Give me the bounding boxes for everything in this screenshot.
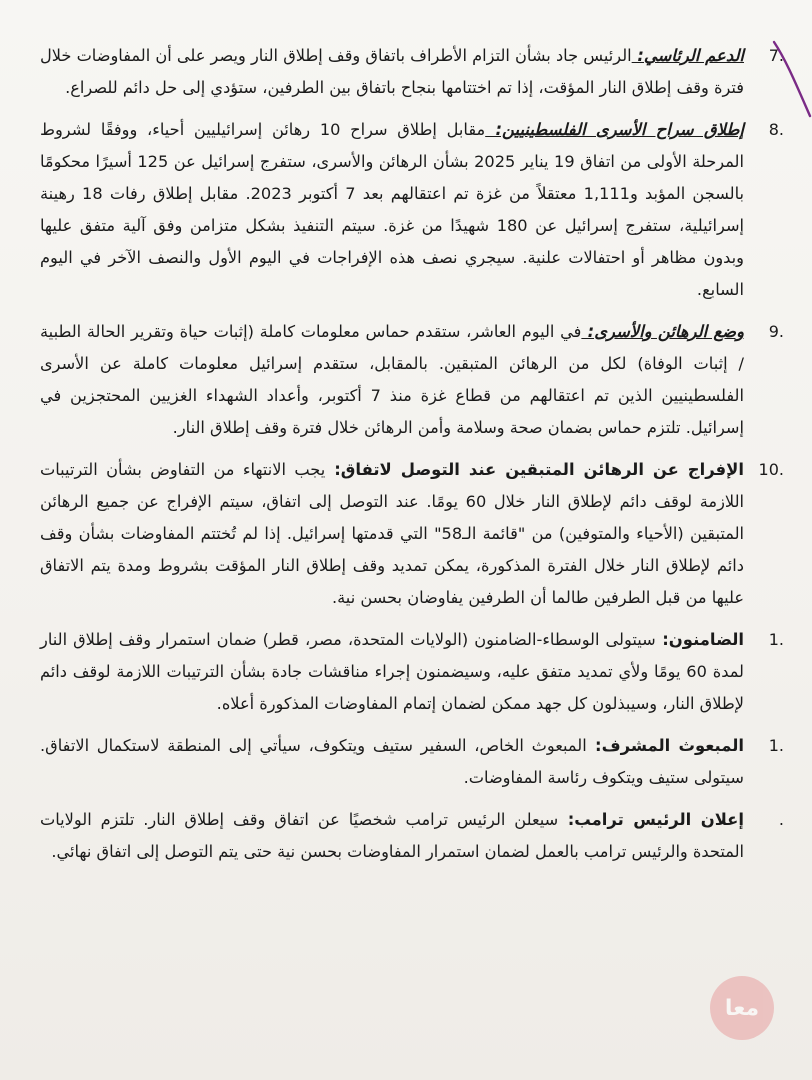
watermark-logo-text: معا <box>724 995 760 1021</box>
document-body <box>40 40 784 878</box>
watermark-logo <box>710 976 774 1040</box>
clause-text: يجب الانتهاء من التفاوض بشأن الترتيبات اللازمة لوقف دائم لإطلاق النار خلال 60 يومًا. عند التوصل إلى اتفاق، سيتم الإفراج عن جميع الرهائن المتبقين (الأحياء والمتوفين) من "قائمة الـ58" التي قدمتها إسرائيل. إذا لم تُختتم المفاوضات بشأن وقف دائم لإطلاق النار خلال الفترة المذكورة، يمكن تمديد وقف إطلاق النار المؤقت بشروط ومدة يتم الاتفاق عليها من قبل الطرفين طالما أن الطرفين يفاوضان بحسن نية. <box>40 460 745 607</box>
clause-number: 1. <box>768 630 784 649</box>
clause-10 <box>40 454 784 614</box>
clause-heading: الإفراج عن الرهائن المتبقين عند التوصل لاتفاق: <box>325 460 744 479</box>
clause-heading: إعلان الرئيس ترامب: <box>558 810 744 829</box>
clause-heading: إطلاق سراح الأسرى الفلسطينيين: <box>485 120 744 139</box>
clause-9 <box>40 316 784 444</box>
clause-number: 10. <box>758 460 784 479</box>
clause-text: الرئيس جاد بشأن التزام الأطراف باتفاق وقف إطلاق النار ويصر على أن المفاوضات خلال فترة وقف إطلاق النار المؤقت، إذا تم اختتامها بنجاح باتفاق بين الطرفين، ستؤدي إلى حل دائم للصراع. <box>40 46 744 97</box>
clause-number: 8. <box>768 120 784 139</box>
clause-heading: الضامنون: <box>655 630 744 649</box>
clause-number: 1. <box>768 736 784 755</box>
clause-number: . <box>778 810 784 829</box>
clause-heading: المبعوث المشرف: <box>586 736 745 755</box>
clause-heading: الدعم الرئاسي: <box>631 46 744 65</box>
clause-11 <box>40 624 784 720</box>
clause-number: 9. <box>768 322 784 341</box>
clause-text: مقابل إطلاق سراح 10 رهائن إسرائيليين أحياء، ووفقًا لشروط المرحلة الأولى من اتفاق 19 يناير 2025 بشأن الرهائن والأسرى، ستفرج إسرائيل عن 125 أسيرًا محكومًا بالسجن المؤبد و1,111 معتقلاً من غزة تم اعتقالهم بعد 7 أكتوبر 2023. مقابل إطلاق رفات 18 رهينة إسرائيلية، ستفرج إسرائيل عن 180 شهيدًا من غزة. سيتم التنفيذ بشكل متزامن وفق آلية متفق عليها وبدون مظاهر أو احتفالات علنية. سيجري نصف هذه الإفراجات في اليوم الأول والنصف الآخر في اليوم السابع. <box>40 120 745 299</box>
clause-13 <box>40 804 784 868</box>
clause-text: في اليوم العاشر، ستقدم حماس معلومات كاملة (إثبات حياة وتقرير الحالة الطبية / إثبات الوفاة) لكل من الرهائن المتبقين. بالمقابل، ستقدم إسرائيل معلومات كاملة عن الأسرى الفلسطينيين الذين تم اعتقالهم من قطاع غزة منذ 7 أكتوبر، وأعداد الشهداء الغزيين المحتجزين في إسرائيل. تلتزم حماس بضمان صحة وسلامة وأمن الرهائن خلال فترة وقف إطلاق النار. <box>40 322 744 437</box>
clause-text: سيعلن الرئيس ترامب شخصيًا عن اتفاق وقف إطلاق النار. تلتزم الولايات المتحدة والرئيس ترامب بالعمل لضمان استمرار المفاوضات بحسن نية حتى يتم التوصل إلى اتفاق نهائي. <box>40 810 744 861</box>
clause-8 <box>40 114 784 306</box>
clause-number: 7. <box>768 46 784 65</box>
clause-text: المبعوث الخاص، السفير ستيف ويتكوف، سيأتي إلى المنطقة لاستكمال الاتفاق. سيتولى ستيف ويتكوف رئاسة المفاوضات. <box>40 736 744 787</box>
clause-12 <box>40 730 784 794</box>
clause-text: سيتولى الوسطاء-الضامنون (الولايات المتحدة، مصر، قطر) ضمان استمرار وقف إطلاق النار لمدة 60 يومًا ولأي تمديد متفق عليه، وسيضمنون إجراء مناقشات جادة بشأن الترتيبات اللازمة لوقف دائم لإطلاق النار، وسيبذلون كل جهد ممكن لضمان إتمام المفاوضات المذكورة أعلاه. <box>40 630 744 713</box>
clause-7 <box>40 40 784 104</box>
clause-heading: وضع الرهائن والأسرى: <box>581 322 744 341</box>
